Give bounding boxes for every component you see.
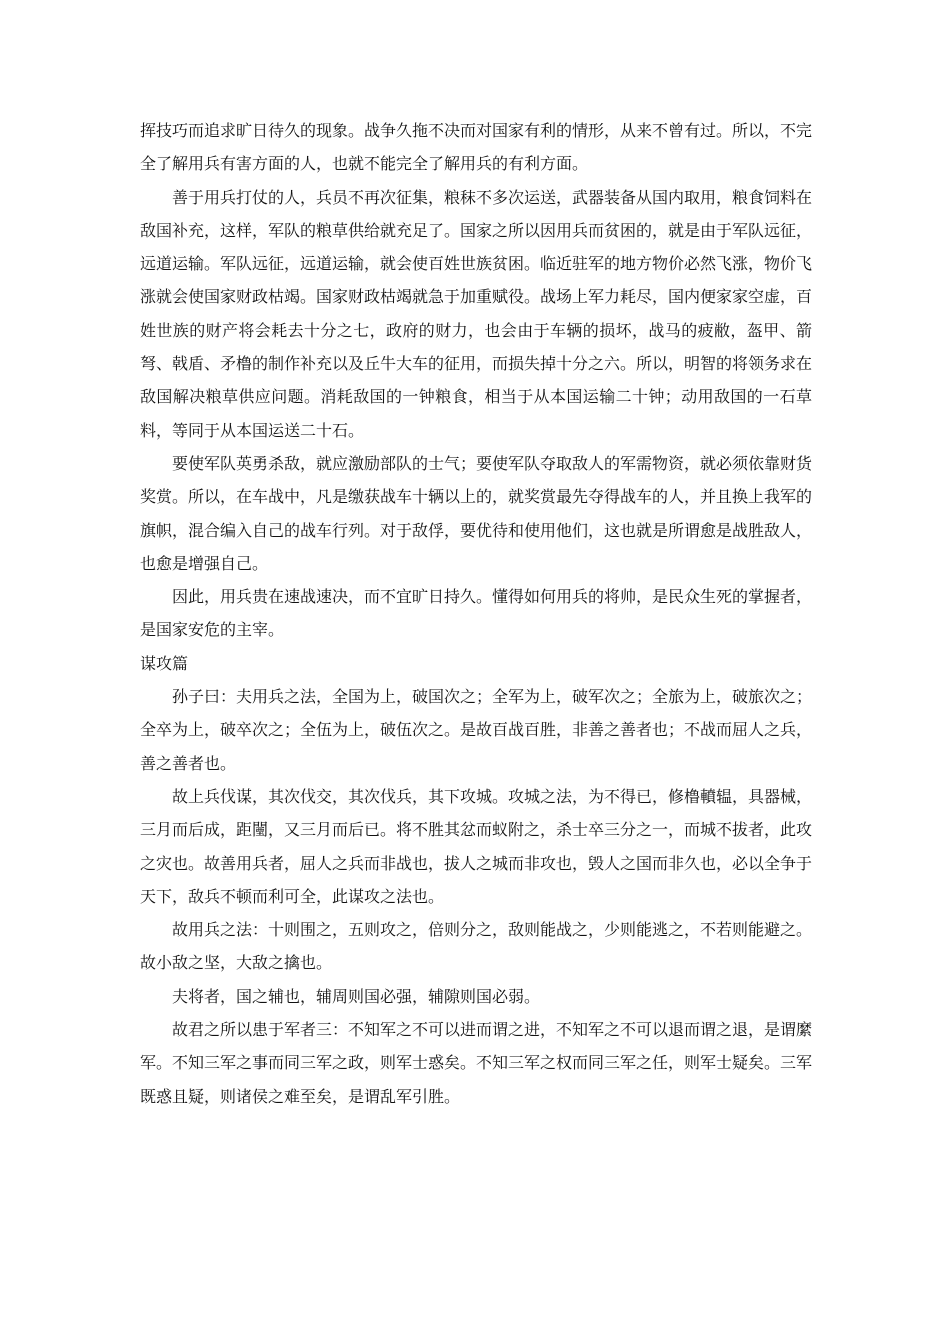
paragraph-3: 要使军队英勇杀敌，就应激励部队的士气；要使军队夺取敌人的军需物资，就必须依靠财货奖赏。所以，在车战中，凡是缴获战车十辆以上的，就奖赏最先夺得战车的人，并且换上我军的旗帜，混合编入自己的战车行列。对于敌俘，要优待和使用他们，这也就是所谓愈是战胜敌人，也愈是增强自己。 [140,453,813,573]
section-title: 谋攻篇 [140,653,189,673]
section-paragraph-2: 故上兵伐谋，其次伐交，其次伐兵，其下攻城。攻城之法，为不得已，修橹轒辒，具器械，三月而后成，距闉，又三月而后已。将不胜其忿而蚁附之，杀士卒三分之一，而城不拔者，此攻之灾也。故善用兵者，屈人之兵而非战也，拔人之城而非攻也，毁人之国而非久也，必以全争于天下，敌兵不顿而利可全，此谋攻之法也。 [140,786,813,906]
paragraph-2: 善于用兵打仗的人，兵员不再次征集，粮秣不多次运送，武器装备从国内取用，粮食饲料在敌国补充，这样，军队的粮草供给就充足了。国家之所以因用兵而贫困的，就是由于军队远征，远道运输。军队远征，远道运输，就会使百姓世族贫困。临近驻军的地方物价必然飞涨，物价飞涨就会使国家财政枯竭。国家财政枯竭就急于加重赋役。战场上军力耗尽，国内便家家空虚，百姓世族的财产将会耗去十分之七，政府的财力，也会由于车辆的损坏，战马的疲敝，盔甲、箭弩、戟盾、矛橹的制作补充以及丘牛大车的征用，而损失掉十分之六。所以，明智的将领务求在敌国解决粮草供应问题。消耗敌国的一钟粮食，相当于从本国运输二十钟；动用敌国的一石草料，等同于从本国运送二十石。 [140,187,813,440]
paragraph-4: 因此，用兵贵在速战速决，而不宜旷日持久。懂得如何用兵的将帅，是民众生死的掌握者，是国家安危的主宰。 [140,587,813,640]
section-paragraph-4: 夫将者，国之辅也，辅周则国必强，辅隙则国必弱。 [172,986,541,1006]
section-paragraph-1: 孙子曰：夫用兵之法，全国为上，破国次之；全军为上，破军次之；全旅为上，破旅次之；全卒为上，破卒次之；全伍为上，破伍次之。是故百战百胜，非善之善者也；不战而屈人之兵，善之善者也。 [140,687,813,773]
section-paragraph-3: 故用兵之法：十则围之，五则攻之，倍则分之，敌则能战之，少则能逃之，不若则能避之。故小敌之坚，大敌之擒也。 [140,920,813,973]
document-page [140,114,812,1113]
paragraph-1: 挥技巧而追求旷日待久的现象。战争久拖不决而对国家有利的情形，从来不曾有过。所以，不完全了解用兵有害方面的人，也就不能完全了解用兵的有利方面。 [140,121,813,174]
section-paragraph-5: 故君之所以患于军者三：不知军之不可以进而谓之进，不知军之不可以退而谓之退，是谓縻军。不知三军之事而同三军之政，则军士惑矣。不知三军之权而同三军之任，则军士疑矣。三军既惑且疑，则诸侯之难至矣，是谓乱军引胜。 [140,1020,813,1106]
